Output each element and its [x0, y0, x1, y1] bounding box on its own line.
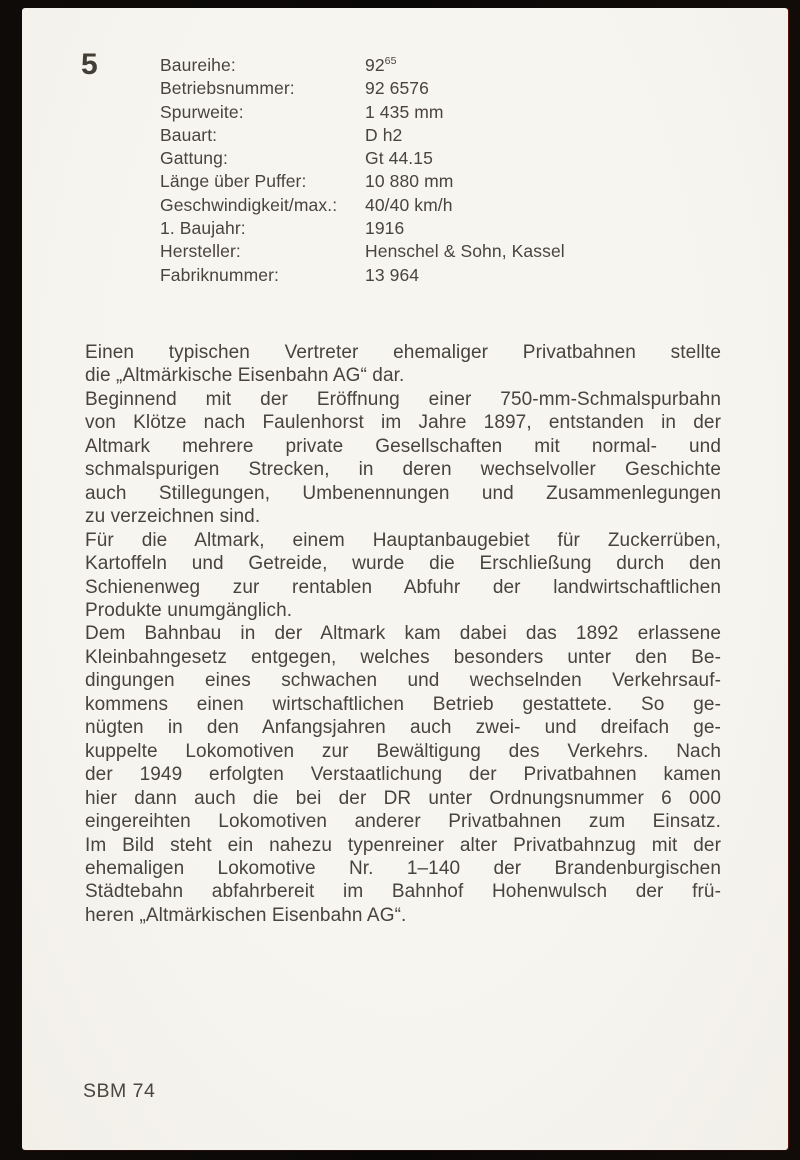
text-line: Für die Altmark, einem Hauptanbaugebiet für Zuckerrüben, [85, 529, 721, 551]
spec-value [365, 124, 402, 147]
text-line: Städtebahn abfahrbereit im Bahnhof Hohenwulsch der frü- [85, 881, 721, 903]
text-line: Beginnend mit der Eröffnung einer 750-mm-Schmalspurbahn [85, 388, 721, 410]
spec-value [365, 264, 419, 287]
spec-row [160, 264, 565, 287]
spec-value-text: D h2 [365, 124, 403, 145]
spec-value-text: 92 [365, 55, 385, 75]
spec-label: 1. Baujahr: [160, 218, 246, 239]
spec-value-text: 92 6576 [365, 78, 429, 99]
text-line: nügten in den Anfangsjahren auch zwei- und dreifach ge- [85, 717, 721, 739]
spec-label: Geschwindigkeit/max.: [160, 194, 338, 215]
spec-label: Baureihe: [160, 55, 236, 75]
spec-value-text: 1 435 mm [365, 101, 444, 122]
spec-value [365, 240, 565, 263]
description-text [85, 341, 721, 927]
text-line: eingereihten Lokomotiven anderer Privatbahnen zum Einsatz. [85, 811, 721, 833]
series-code: SBM 74 [83, 1080, 156, 1102]
spec-value [365, 54, 397, 77]
text-line: Im Bild steht ein nahezu typenreiner alter Privatbahnzug mit der [85, 834, 721, 856]
text-line: heren „Altmärkischen Eisenbahn AG“. [85, 904, 407, 926]
spec-row [160, 217, 565, 240]
spec-value-text: 40/40 km/h [365, 194, 453, 215]
spec-row [160, 240, 565, 263]
spec-row [160, 170, 565, 193]
spec-value-text: Henschel & Sohn, Kassel [365, 241, 565, 262]
spec-row [160, 147, 565, 170]
text-line: hier dann auch die bei der DR unter Ordnungsnummer 6 000 [85, 787, 721, 809]
text-line: die „Altmärkische Eisenbahn AG“ dar. [85, 365, 405, 387]
spec-label: Betriebsnummer: [160, 78, 295, 99]
spec-row [160, 54, 565, 77]
spec-value-superscript: 65 [384, 55, 397, 68]
spec-row [160, 77, 565, 100]
text-line: Einen typischen Vertreter ehemaliger Privatbahnen stellte [85, 342, 721, 363]
text-line: Dem Bahnbau in der Altmark kam dabei das 1892 erlassene [85, 623, 721, 645]
text-line: ehemaligen Lokomotive Nr. 1–140 der Brandenburgischen [85, 857, 721, 879]
spec-row [160, 124, 565, 147]
spec-value [365, 170, 453, 193]
spec-label: Länge über Puffer: [160, 171, 307, 192]
spec-label: Bauart: [160, 124, 218, 145]
spec-row [160, 101, 565, 124]
text-line: schmalspurigen Strecken, in deren wechselvoller Geschichte [85, 459, 721, 481]
text-line: kuppelte Lokomotiven zur Bewältigung des Verkehrs. Nach [85, 740, 721, 762]
text-line: zu verzeichnen sind. [85, 506, 261, 528]
spec-value [365, 77, 429, 100]
text-line: Kartoffeln und Getreide, wurde die Erschließung durch den [85, 553, 721, 575]
text-line: der 1949 erfolgten Verstaatlichung der Privatbahnen kamen [85, 764, 721, 786]
card-number: 5 [81, 48, 99, 81]
spec-value-text: 13 964 [365, 264, 420, 285]
spec-value [365, 217, 404, 240]
spec-value [365, 147, 433, 170]
text-line: Altmark mehrere private Gesellschaften mit normal- und [85, 435, 721, 457]
spec-label: Hersteller: [160, 241, 241, 262]
text-line: Produkte unumgänglich. [85, 599, 293, 621]
spec-value-text: 1916 [365, 218, 405, 239]
text-line: dingungen eines schwachen und wechselnden Verkehrsauf- [85, 670, 721, 692]
spec-table [160, 54, 565, 287]
text-line: kommens einen wirtschaftlichen Betrieb gestattete. So ge- [85, 693, 721, 715]
spec-value-text: 10 880 mm [365, 171, 454, 192]
text-line: von Klötze nach Faulenhorst im Jahre 1897, entstanden in der [85, 412, 721, 434]
spec-value [365, 194, 453, 217]
spec-label: Fabriknummer: [160, 264, 279, 285]
spec-label: Spurweite: [160, 101, 244, 122]
text-line: Schienenweg zur rentablen Abfuhr der landwirtschaftlichen [85, 576, 721, 598]
text-line: Kleinbahngesetz entgegen, welches besonders unter den Be- [85, 646, 721, 668]
locomotive-collector-card [22, 8, 788, 1150]
text-line: auch Stillegungen, Umbenennungen und Zusammenlegungen [85, 482, 721, 504]
spec-label: Gattung: [160, 148, 228, 169]
spec-row [160, 194, 565, 217]
spec-value-text: Gt 44.15 [365, 148, 433, 169]
spec-value [365, 101, 444, 124]
